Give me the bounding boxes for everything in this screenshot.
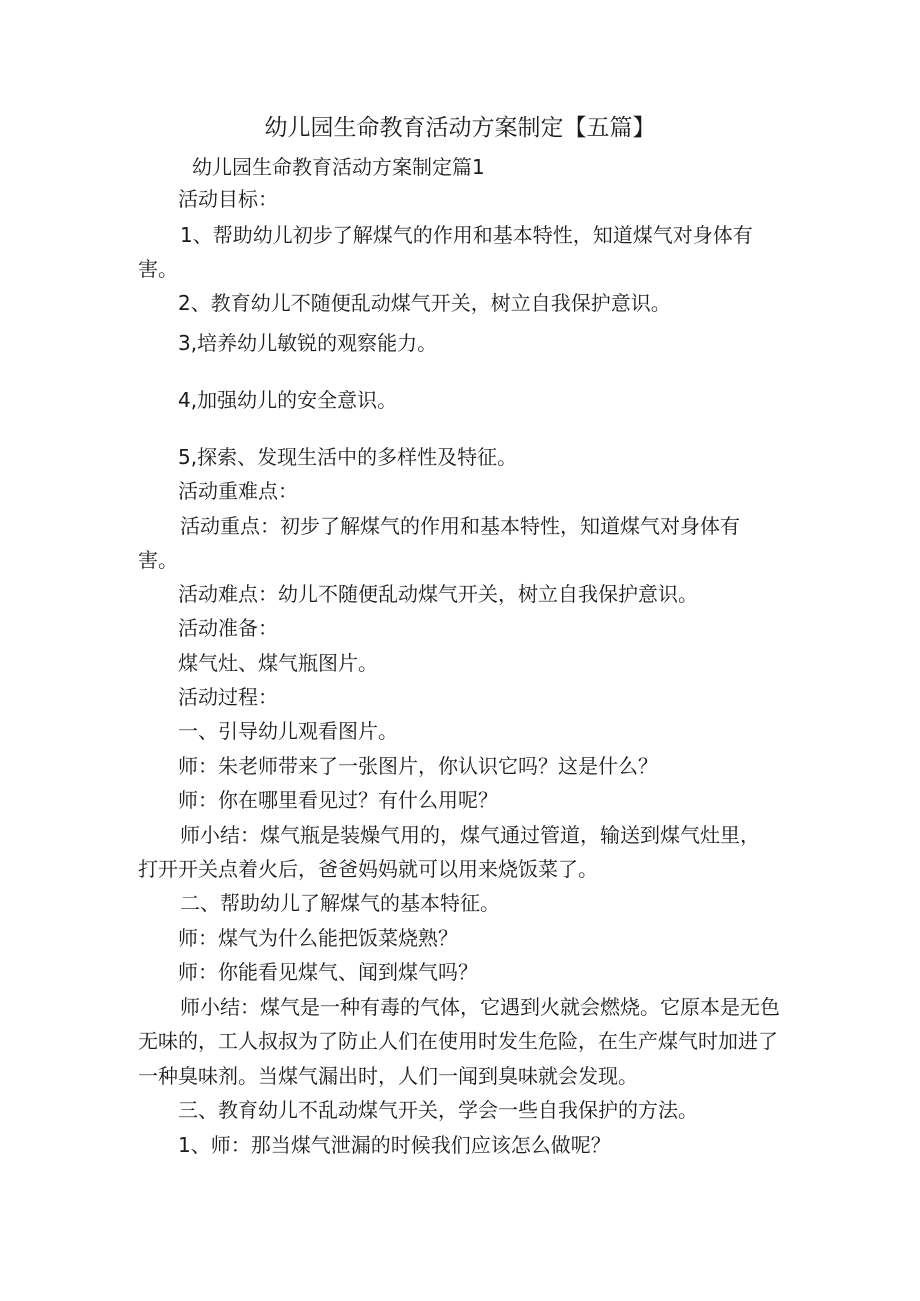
- paragraph-line: 害。: [138, 548, 178, 572]
- paragraph-line: 2、教育幼儿不随便乱动煤气开关，树立自我保护意识。: [178, 291, 671, 315]
- paragraph-line: 3,培养幼儿敏锐的观察能力。: [178, 331, 438, 355]
- paragraph-line: 1、帮助幼儿初步了解煤气的作用和基本特性，知道煤气对身体有: [180, 223, 753, 247]
- paragraph-line: 活动难点：幼儿不随便乱动煤气开关，树立自我保护意识。: [178, 582, 698, 606]
- paragraph-line: 4,加强幼儿的安全意识。: [178, 388, 398, 412]
- paragraph-line: 一种臭味剂。当煤气漏出时，人们一闻到臭味就会发现。: [138, 1064, 638, 1088]
- paragraph-line: 活动重点：初步了解煤气的作用和基本特性，知道煤气对身体有: [180, 514, 740, 538]
- paragraph-line: 害。: [138, 257, 178, 281]
- paragraph-line: 师小结：煤气瓶是装燥气用的，煤气通过管道，输送到煤气灶里，: [180, 823, 760, 847]
- paragraph-line: 师：朱老师带来了一张图片，你认识它吗？这是什么？: [178, 754, 658, 778]
- paragraph-line: 煤气灶、煤气瓶图片。: [178, 651, 378, 675]
- paragraph-line: 无味的，工人叔叔为了防止人们在使用时发生危险，在生产煤气时加进了: [138, 1029, 778, 1053]
- paragraph-line: 一、引导幼儿观看图片。: [178, 719, 398, 743]
- document-title: 幼儿园生命教育活动方案制定【五篇】: [264, 115, 656, 141]
- paragraph-line: 师小结：煤气是一种有毒的气体，它遇到火就会燃烧。它原本是无色: [180, 995, 780, 1019]
- paragraph-line: 活动重难点：: [178, 479, 298, 503]
- section-heading: 幼儿园生命教育活动方案制定篇1: [192, 155, 485, 179]
- paragraph-line: 1、师：那当煤气泄漏的时候我们应该怎么做呢？: [178, 1133, 611, 1157]
- paragraph-line: 师：你能看见煤气、闻到煤气吗？: [178, 960, 478, 984]
- paragraph-line: 活动准备：: [178, 616, 278, 640]
- paragraph-line: 活动目标：: [178, 187, 278, 211]
- paragraph-line: 二、帮助幼儿了解煤气的基本特征。: [180, 891, 500, 915]
- paragraph-line: 三、教育幼儿不乱动煤气开关，学会一些自我保护的方法。: [178, 1098, 698, 1122]
- paragraph-line: 5,探索、发现生活中的多样性及特征。: [178, 445, 518, 469]
- paragraph-line: 活动过程：: [178, 685, 278, 709]
- paragraph-line: 师：煤气为什么能把饭菜烧熟？: [178, 926, 458, 950]
- paragraph-line: 师：你在哪里看见过？有什么用呢？: [178, 788, 498, 812]
- paragraph-line: 打开开关点着火后，爸爸妈妈就可以用来烧饭菜了。: [138, 857, 598, 881]
